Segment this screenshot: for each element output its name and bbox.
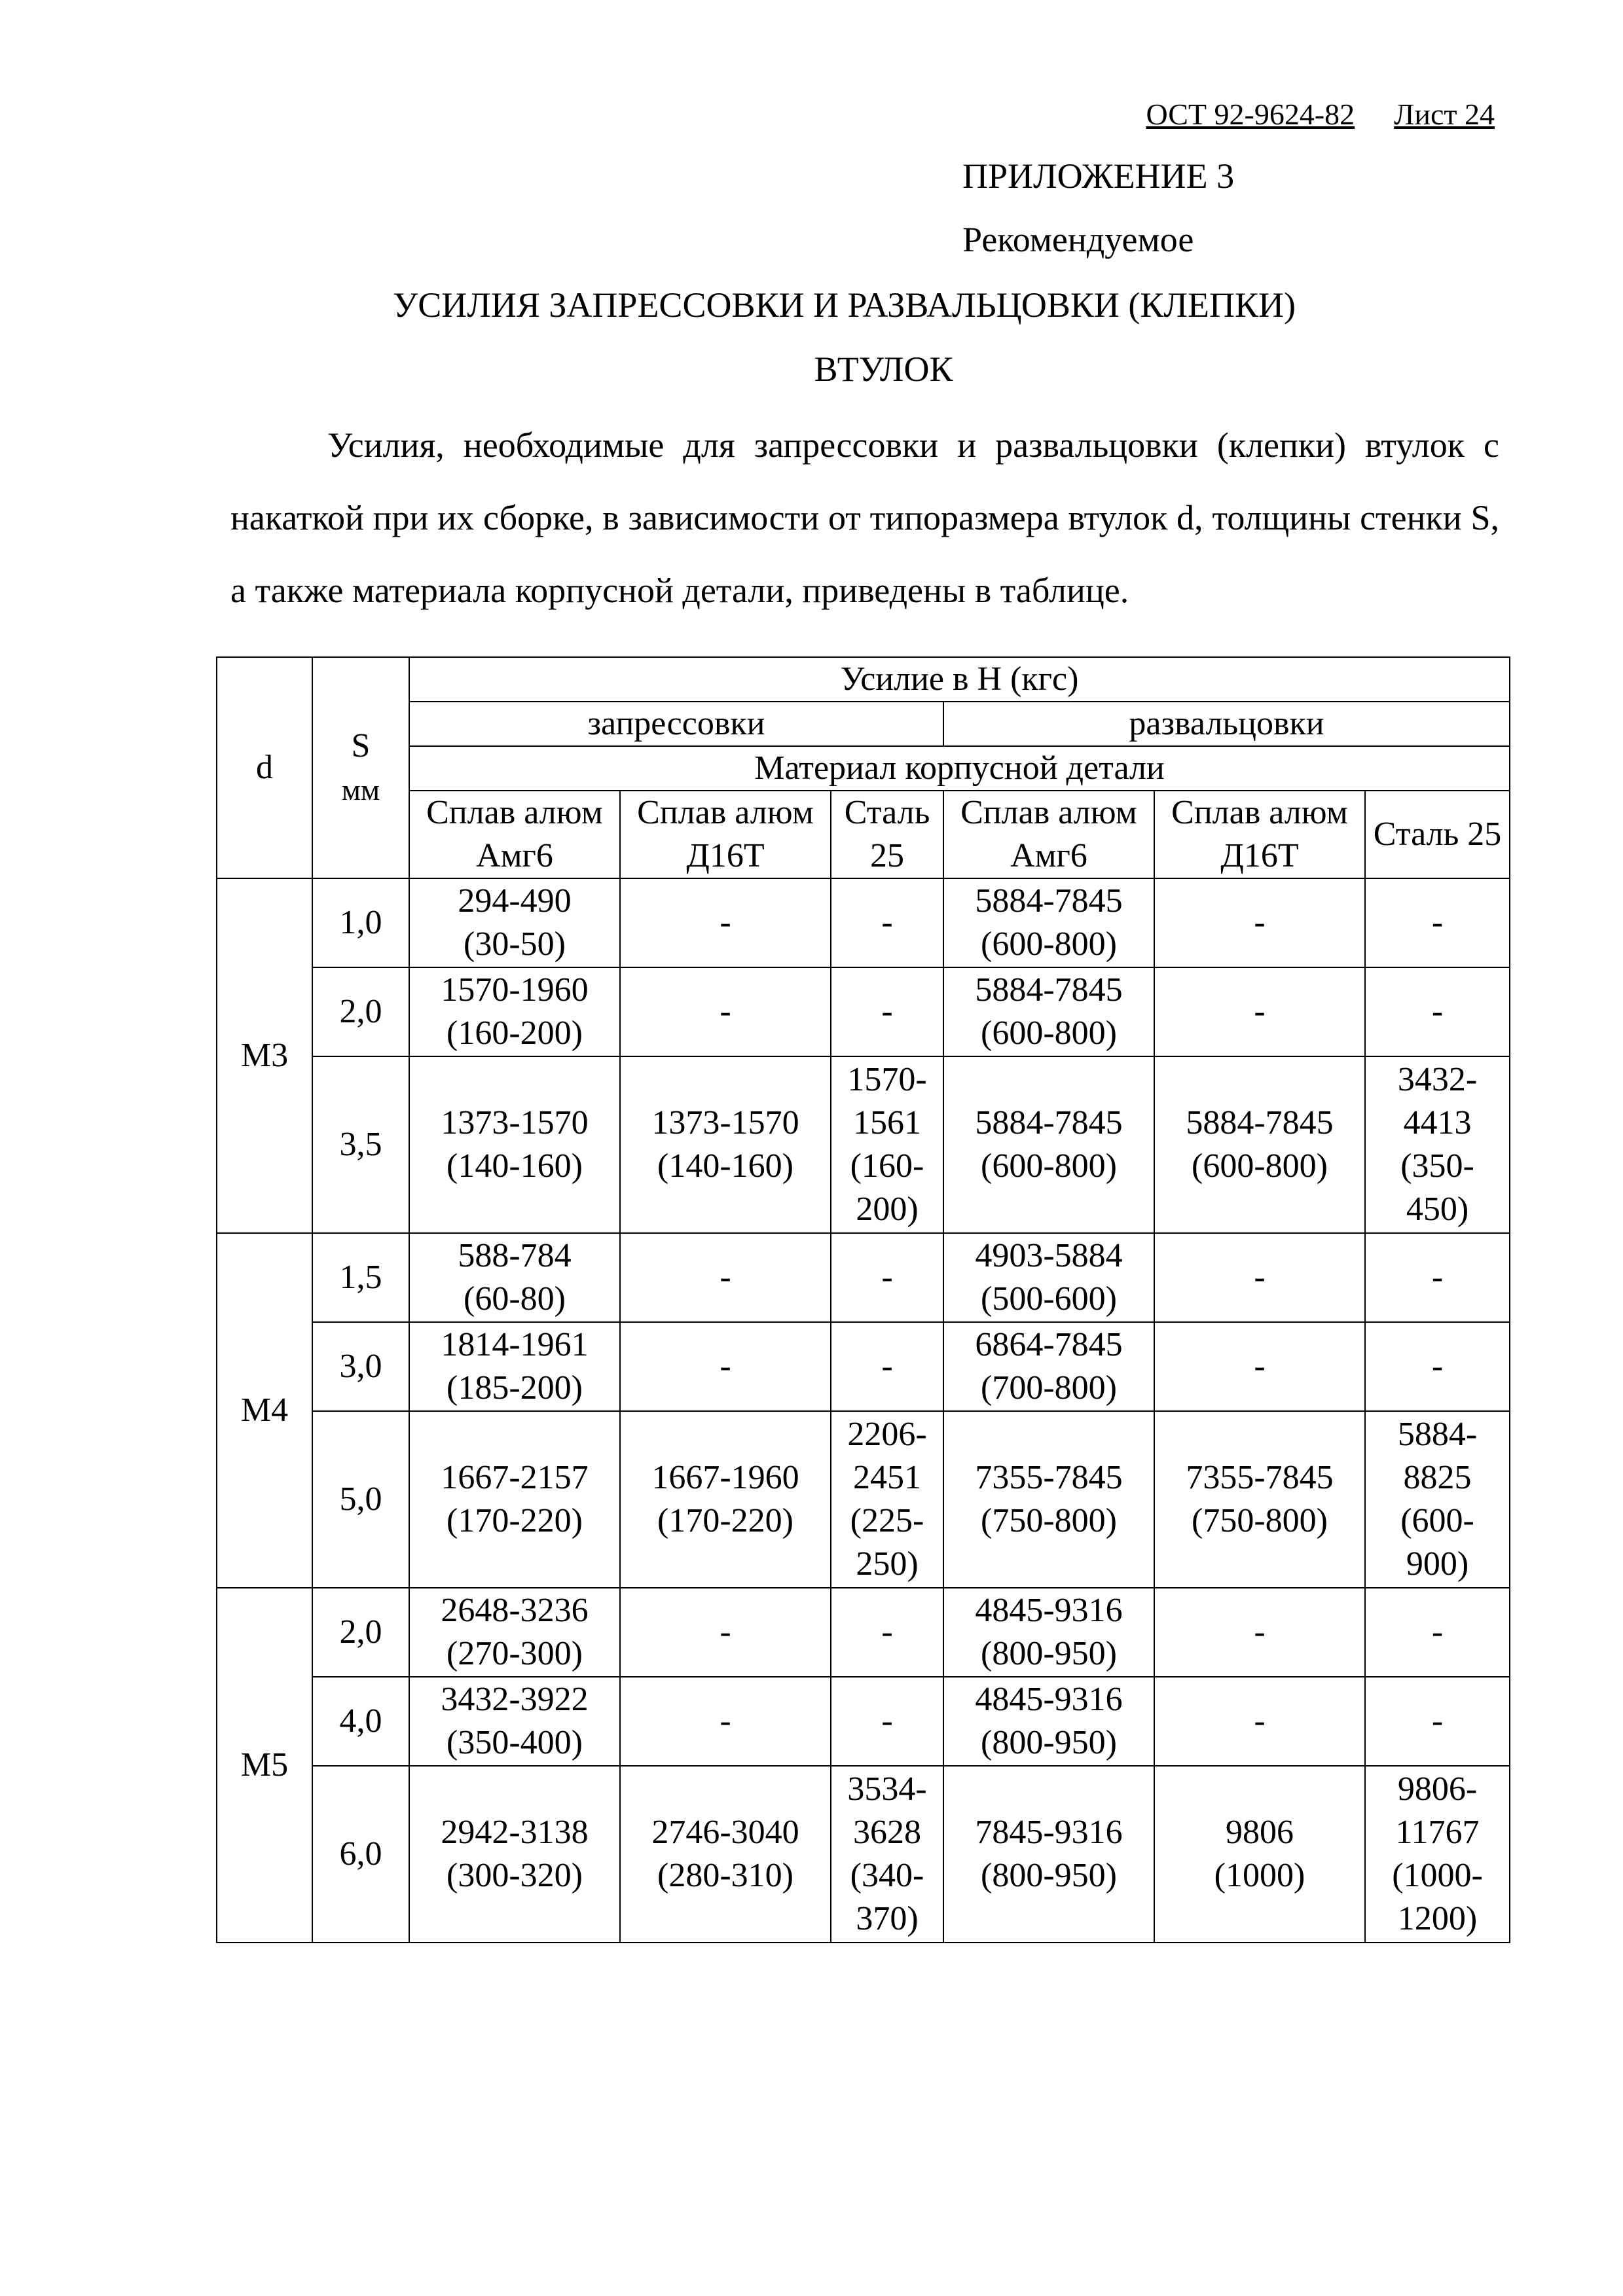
cell-value-line: 1667-1960 — [651, 1459, 799, 1496]
cell-s: 3,5 — [312, 1056, 409, 1233]
cell-value — [1365, 1766, 1510, 1943]
cell-value — [409, 1677, 620, 1766]
cell-value — [831, 1677, 943, 1766]
cell-value-line: - — [720, 1702, 731, 1740]
cell-value — [409, 878, 620, 967]
cell-value-line: 3432- — [1397, 1061, 1478, 1098]
cell-value — [1365, 1677, 1510, 1766]
cell-value-line: 4845-9316 — [975, 1681, 1123, 1718]
cell-value — [943, 1677, 1154, 1766]
material-col-line: Сплав алюм — [1171, 794, 1348, 831]
cell-value — [831, 1322, 943, 1411]
cell-value-line: - — [720, 1259, 731, 1296]
cell-value — [943, 1322, 1154, 1411]
header-material-col-0 — [409, 791, 620, 878]
cell-value — [1365, 967, 1510, 1056]
material-col-line: 25 — [870, 837, 904, 874]
cell-value — [831, 1411, 943, 1588]
cell-value-line: (700-800) — [981, 1369, 1117, 1407]
force-table — [216, 656, 1510, 1943]
cell-value-line: (270-300) — [447, 1635, 583, 1672]
cell-value-line: - — [881, 1613, 893, 1651]
header-s-unit: мм — [341, 772, 380, 806]
cell-value-line: (800-950) — [981, 1724, 1117, 1761]
cell-value — [1365, 1411, 1510, 1588]
header-material-col-5 — [1365, 791, 1510, 878]
cell-value-line: 5884-7845 — [975, 971, 1123, 1009]
appendix-label: ПРИЛОЖЕНИЕ 3 — [962, 156, 1235, 196]
cell-value — [943, 1233, 1154, 1322]
status-label: Рекомендуемое — [962, 220, 1194, 259]
cell-value — [409, 1056, 620, 1233]
cell-value-line: 6864-7845 — [975, 1326, 1123, 1363]
cell-value — [409, 1233, 620, 1322]
cell-value-line: 5884- — [1397, 1416, 1478, 1453]
cell-value — [943, 1588, 1154, 1677]
cell-value-line: (350-400) — [447, 1724, 583, 1761]
cell-value-line: - — [881, 993, 893, 1030]
cell-value-line: (60-80) — [464, 1280, 566, 1318]
cell-value-line: (170-220) — [447, 1502, 583, 1539]
cell-value-line: (160- — [850, 1147, 924, 1185]
cell-value-line: (1000) — [1214, 1857, 1305, 1894]
header-d: d — [217, 657, 312, 878]
cell-value-line: (800-950) — [981, 1635, 1117, 1672]
cell-value-line: - — [1431, 993, 1444, 1030]
cell-value — [620, 1677, 831, 1766]
cell-value-line: 4413 — [1403, 1104, 1472, 1141]
cell-value-line: 4845-9316 — [975, 1592, 1123, 1629]
cell-value-line: 2648-3236 — [441, 1592, 589, 1629]
cell-value-line: 450) — [1406, 1191, 1469, 1228]
cell-value — [943, 1056, 1154, 1233]
cell-value — [1154, 967, 1365, 1056]
cell-value — [1365, 1056, 1510, 1233]
title-line-2: ВТУЛОК — [814, 350, 953, 389]
material-col-line: Д16Т — [1220, 837, 1299, 874]
material-col-line: Сплав алюм — [426, 794, 603, 831]
cell-value-line: 2451 — [853, 1459, 921, 1496]
cell-value-line: 200) — [856, 1191, 919, 1228]
cell-s: 1,0 — [312, 878, 409, 967]
header-force: Усилие в Н (кгс) — [409, 657, 1510, 702]
cell-value-line: 4903-5884 — [975, 1237, 1123, 1274]
cell-value-line: - — [720, 1613, 731, 1651]
header-material-col-4 — [1154, 791, 1365, 878]
cell-s: 5,0 — [312, 1411, 409, 1588]
cell-value-line: (600-800) — [981, 1147, 1117, 1185]
cell-value-line: 7355-7845 — [1186, 1459, 1334, 1496]
cell-value-line: (225- — [850, 1502, 924, 1539]
cell-value-line: 1570-1960 — [441, 971, 589, 1009]
cell-value — [943, 1766, 1154, 1943]
cell-value — [1154, 1056, 1365, 1233]
cell-value — [620, 878, 831, 967]
cell-value — [943, 878, 1154, 967]
cell-value — [1365, 1233, 1510, 1322]
material-col-line: Сталь 25 — [1373, 816, 1502, 853]
cell-value-line: - — [1254, 1702, 1266, 1740]
intro-paragraph: Усилия, необходимые для запрессовки и развальцовки (клепки) втулок с накаткой при их сборке, в зависимости от типоразмера втулок d, толщины стенки S, а также материала корпусной детали, приведены в таблице. — [230, 425, 1499, 610]
cell-value-line: (600-800) — [1192, 1147, 1328, 1185]
table-row — [217, 1766, 1510, 1943]
cell-value-line: 370) — [856, 1900, 919, 1937]
cell-value — [1154, 878, 1365, 967]
cell-value-line: (340- — [850, 1857, 924, 1894]
cell-value — [943, 967, 1154, 1056]
cell-value — [831, 967, 943, 1056]
cell-value — [1365, 1588, 1510, 1677]
cell-value — [831, 1056, 943, 1233]
header-material-col-3 — [943, 791, 1154, 878]
cell-s: 4,0 — [312, 1677, 409, 1766]
cell-value-line: 7355-7845 — [975, 1459, 1123, 1496]
cell-value-line: (185-200) — [447, 1369, 583, 1407]
table-row — [217, 1056, 1510, 1233]
cell-value — [620, 1411, 831, 1588]
cell-value — [943, 1411, 1154, 1588]
cell-value-line: 1373-1570 — [651, 1104, 799, 1141]
page-header — [1146, 97, 1495, 132]
cell-value-line: - — [881, 1259, 893, 1296]
cell-value — [1154, 1677, 1365, 1766]
cell-value-line: (600-800) — [981, 925, 1117, 963]
cell-value-line: - — [1431, 1702, 1444, 1740]
cell-value-line: 3432-3922 — [441, 1681, 589, 1718]
header-material-col-1 — [620, 791, 831, 878]
header-material: Материал корпусной детали — [409, 746, 1510, 791]
material-col-line: Д16Т — [686, 837, 765, 874]
cell-value-line: - — [720, 1348, 731, 1385]
cell-value — [1154, 1766, 1365, 1943]
cell-value-line: - — [720, 993, 731, 1030]
cell-value-line: - — [720, 904, 731, 941]
doc-code: ОСТ 92-9624-82 — [1146, 98, 1355, 131]
cell-value-line: 588-784 — [458, 1237, 572, 1274]
cell-value-line: (30-50) — [464, 925, 566, 963]
cell-value-line: 9806 — [1226, 1814, 1294, 1851]
cell-value — [1154, 1233, 1365, 1322]
cell-value-line: - — [881, 1348, 893, 1385]
cell-value-line: (750-800) — [1192, 1502, 1328, 1539]
cell-s: 6,0 — [312, 1766, 409, 1943]
cell-value-line: - — [1431, 1348, 1444, 1385]
cell-value-line: - — [1254, 993, 1266, 1030]
cell-value-line: (800-950) — [981, 1857, 1117, 1894]
cell-value-line: 8825 — [1403, 1459, 1472, 1496]
cell-value — [409, 1322, 620, 1411]
header-press: запрессовки — [409, 702, 943, 746]
cell-value-line: 1373-1570 — [441, 1104, 589, 1141]
cell-value-line: 1814-1961 — [441, 1326, 589, 1363]
cell-value-line: 5884-7845 — [1186, 1104, 1334, 1141]
cell-d: М4 — [217, 1233, 312, 1588]
cell-value-line: 294-490 — [458, 882, 572, 920]
cell-value-line: 250) — [856, 1545, 919, 1583]
cell-s: 2,0 — [312, 967, 409, 1056]
cell-value-line: (750-800) — [981, 1502, 1117, 1539]
cell-value-line: 2942-3138 — [441, 1814, 589, 1851]
cell-value-line: 1570- — [847, 1061, 927, 1098]
cell-value-line: (300-320) — [447, 1857, 583, 1894]
cell-value-line: 2206- — [847, 1416, 927, 1453]
cell-d: М5 — [217, 1588, 312, 1943]
cell-value-line: 2746-3040 — [651, 1814, 799, 1851]
cell-value — [409, 967, 620, 1056]
material-col-line: Амг6 — [476, 837, 553, 874]
cell-value — [1365, 1322, 1510, 1411]
cell-s: 1,5 — [312, 1233, 409, 1322]
table-row — [217, 1588, 1510, 1677]
table-row — [217, 878, 1510, 967]
header-material-col-2 — [831, 791, 943, 878]
cell-value-line: 1561 — [853, 1104, 921, 1141]
cell-value — [620, 1056, 831, 1233]
table-row — [217, 1233, 1510, 1322]
table-row — [217, 1411, 1510, 1588]
cell-value-line: (600-800) — [981, 1014, 1117, 1052]
cell-value-line: 3628 — [853, 1814, 921, 1851]
cell-value-line: - — [1254, 1259, 1266, 1296]
cell-value-line: 5884-7845 — [975, 1104, 1123, 1141]
cell-s: 3,0 — [312, 1322, 409, 1411]
cell-value-line: - — [1431, 904, 1444, 941]
header-flare: развальцовки — [943, 702, 1510, 746]
cell-value — [409, 1766, 620, 1943]
cell-value — [620, 1588, 831, 1677]
cell-value-line: - — [881, 1702, 893, 1740]
cell-value-line: - — [881, 904, 893, 941]
header-s — [312, 657, 409, 878]
material-col-line: Сталь — [844, 794, 930, 831]
material-col-line: Сплав алюм — [960, 794, 1137, 831]
cell-value-line: - — [1431, 1613, 1444, 1651]
cell-value — [1154, 1411, 1365, 1588]
cell-s: 2,0 — [312, 1588, 409, 1677]
cell-value-line: 900) — [1406, 1545, 1469, 1583]
cell-value-line: (160-200) — [447, 1014, 583, 1052]
cell-value-line: (280-310) — [657, 1857, 793, 1894]
cell-value-line: 1200) — [1397, 1900, 1478, 1937]
table-row — [217, 967, 1510, 1056]
cell-value-line: (140-160) — [657, 1147, 793, 1185]
sheet-number: Лист 24 — [1394, 98, 1495, 131]
cell-value-line: (140-160) — [447, 1147, 583, 1185]
cell-value — [831, 1588, 943, 1677]
cell-value — [620, 1766, 831, 1943]
cell-value-line: - — [1254, 904, 1266, 941]
table-row — [217, 1322, 1510, 1411]
cell-value — [1154, 1322, 1365, 1411]
cell-value — [831, 1233, 943, 1322]
cell-value-line: 5884-7845 — [975, 882, 1123, 920]
cell-value — [1154, 1588, 1365, 1677]
cell-value-line: (600- — [1400, 1502, 1474, 1539]
header-s-label: S — [351, 726, 371, 764]
cell-value-line: - — [1254, 1613, 1266, 1651]
cell-value — [620, 1322, 831, 1411]
cell-value — [409, 1588, 620, 1677]
cell-value-line: 9806- — [1397, 1770, 1478, 1808]
cell-d: М3 — [217, 878, 312, 1233]
cell-value-line: 3534- — [847, 1770, 927, 1808]
cell-value-line: 11767 — [1395, 1814, 1480, 1851]
cell-value — [831, 1766, 943, 1943]
cell-value-line: (1000- — [1392, 1857, 1483, 1894]
table-row — [217, 1677, 1510, 1766]
cell-value — [620, 1233, 831, 1322]
cell-value — [1365, 878, 1510, 967]
material-col-line: Амг6 — [1010, 837, 1087, 874]
cell-value — [409, 1411, 620, 1588]
cell-value-line: - — [1431, 1259, 1444, 1296]
cell-value-line: 1667-2157 — [441, 1459, 589, 1496]
cell-value-line: (500-600) — [981, 1280, 1117, 1318]
title-line-1: УСИЛИЯ ЗАПРЕССОВКИ И РАЗВАЛЬЦОВКИ (КЛЕПКИ) — [392, 285, 1296, 325]
cell-value — [620, 967, 831, 1056]
cell-value-line: (350- — [1400, 1147, 1474, 1185]
cell-value-line: 7845-9316 — [975, 1814, 1123, 1851]
cell-value-line: (170-220) — [657, 1502, 793, 1539]
cell-value-line: - — [1254, 1348, 1266, 1385]
cell-value — [831, 878, 943, 967]
material-col-line: Сплав алюм — [637, 794, 814, 831]
